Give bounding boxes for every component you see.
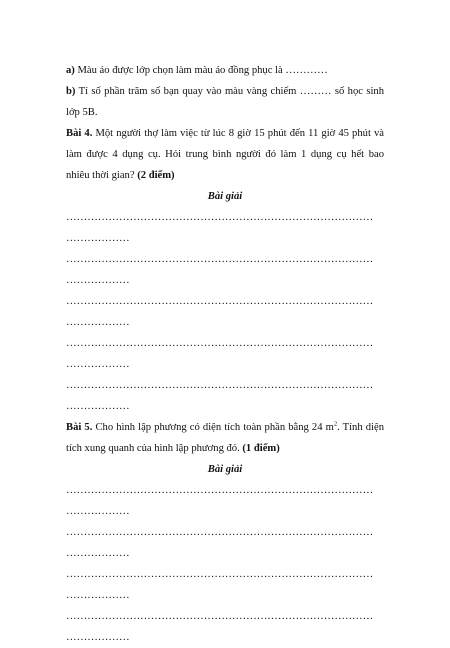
bai4-text-1: Một người thợ làm việc từ lúc 8 giờ 15 phút đến 11 giờ 45 phút và	[92, 128, 384, 139]
answer-line-short: ………………	[66, 548, 130, 559]
bai4-line-2: làm được 4 dụng cụ. Hỏi trung bình người đó làm 1 dụng cụ hết bao	[66, 149, 384, 160]
answer-line-long: ……………………………………………………………………………	[66, 212, 374, 223]
bai5-line-1	[66, 417, 384, 438]
bai4-label: Bài 4.	[66, 128, 93, 139]
answer-line-short: ………………	[66, 317, 130, 328]
bai5-answer-area	[66, 480, 384, 648]
answer-line-short: ………………	[66, 632, 130, 643]
answer-line-short: ………………	[66, 506, 130, 517]
answer-line-long: ……………………………………………………………………………	[66, 485, 374, 496]
bai4-line-1	[66, 123, 384, 144]
part-b-label: b)	[66, 86, 76, 97]
answer-line-long: ……………………………………………………………………………	[66, 296, 374, 307]
answer-line-long: ……………………………………………………………………………	[66, 338, 374, 349]
bai5-line-2	[66, 438, 384, 459]
answer-line-short: ………………	[66, 401, 130, 412]
worksheet-page	[66, 60, 384, 648]
part-a-line	[66, 60, 384, 81]
bai5-exponent: 2	[333, 420, 338, 428]
bai5-points: (1 điểm)	[242, 443, 280, 454]
answer-line-long: ……………………………………………………………………………	[66, 611, 374, 622]
bai5-text-1: Cho hình lập phương có diện tích toàn phần bằng 24 m	[92, 422, 334, 433]
answer-line-short: ………………	[66, 275, 130, 286]
part-b-line-2: lớp 5B.	[66, 107, 98, 118]
answer-line-long: ……………………………………………………………………………	[66, 569, 374, 580]
answer-line-short: ………………	[66, 590, 130, 601]
answer-line-short: ………………	[66, 359, 130, 370]
bai4-points: (2 điểm)	[137, 170, 175, 181]
bai5-solution-title: Bài giải	[207, 464, 243, 475]
answer-line-long: ……………………………………………………………………………	[66, 380, 374, 391]
part-b-text-1: Tỉ số phần trăm số bạn quay vào màu vàng chiếm ……… số học sinh	[75, 86, 384, 97]
part-b-line-1	[66, 81, 384, 102]
bai4-answer-area	[66, 207, 384, 417]
bai5-label: Bài 5.	[66, 422, 93, 433]
bai5-text-2: tích xung quanh của hình lập phương đó.	[66, 443, 243, 454]
bai5-text-1b: . Tính diện	[337, 422, 384, 433]
part-a-label: a)	[66, 65, 75, 76]
bai4-solution-title: Bài giải	[207, 191, 243, 202]
part-a-text: Màu áo được lớp chọn làm màu áo đồng phục là …………	[74, 65, 328, 76]
bai4-line-3	[66, 165, 384, 186]
answer-line-long: ……………………………………………………………………………	[66, 527, 374, 538]
bai4-text-3: nhiêu thời gian?	[66, 170, 138, 181]
answer-line-long: ……………………………………………………………………………	[66, 254, 374, 265]
answer-line-short: ………………	[66, 233, 130, 244]
